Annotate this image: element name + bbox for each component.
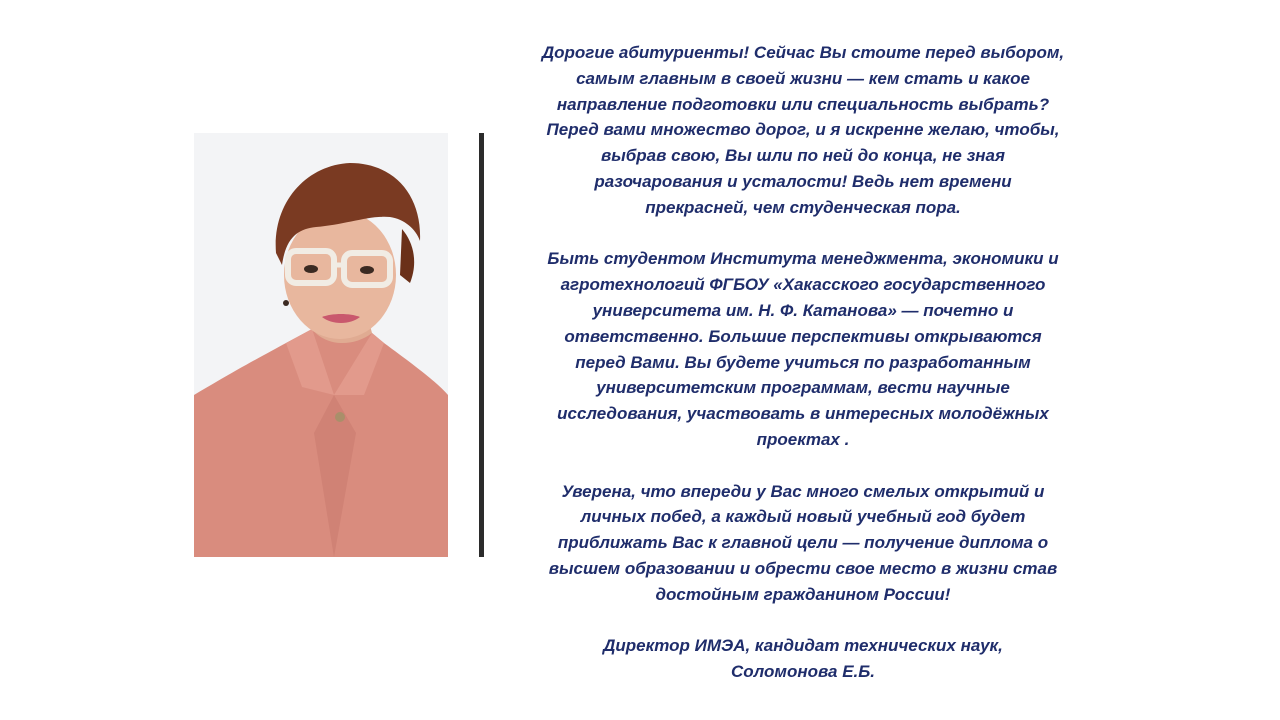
letter-line: Дорогие абитуриенты! Сейчас Вы стоите перед выбором, xyxy=(541,43,1065,62)
letter-line: Быть студентом Института менеджмента, экономики и xyxy=(547,249,1059,269)
brooch xyxy=(335,412,345,422)
letter-line: агротехнологий ФГБОУ «Хакасского государственного xyxy=(560,275,1046,295)
letter-line: самым главным в своей жизни — кем стать и какое xyxy=(576,68,1030,88)
letter-line: университетским программам, вести научные xyxy=(596,378,1010,398)
letter-line: разочарования и усталости! Ведь нет времени xyxy=(594,171,1012,191)
letter-line: университета им. Н. Ф. Катанова» — почетно и xyxy=(592,300,1014,320)
left-eye xyxy=(304,265,318,273)
signature-name: Соломонова Е.Б. xyxy=(730,662,876,682)
letter-paragraph-3 xyxy=(500,479,1106,608)
letter-line: достойным гражданином России! xyxy=(655,584,951,604)
signature xyxy=(500,633,1106,685)
letter-line: Перед вами множество дорог, и я искренне желаю, чтобы, xyxy=(546,120,1060,140)
right-eye xyxy=(360,266,374,274)
earring xyxy=(283,300,289,306)
letter-line: проектах . xyxy=(756,429,850,449)
signature-title: Директор ИМЭА, кандидат технических наук, xyxy=(603,636,1003,656)
letter-line: выбрав свою, Вы шли по ней до конца, не зная xyxy=(600,146,1005,166)
vertical-divider xyxy=(479,133,484,557)
portrait-image xyxy=(194,133,448,557)
director-portrait xyxy=(194,133,448,557)
letter-paragraph-2 xyxy=(500,246,1106,452)
letter-line: ответственно. Большие перспективы открываются xyxy=(564,326,1042,346)
letter-line: приближать Вас к главной цели — получение диплома о xyxy=(557,533,1049,553)
letter-paragraph-1 xyxy=(500,40,1106,221)
letter-line: направление подготовки или специальность выбрать? xyxy=(556,94,1050,114)
letter-line: перед Вами. Вы будете учиться по разработанным xyxy=(575,352,1031,372)
letter-line: Уверена, что впереди у Вас много смелых открытий и xyxy=(561,481,1045,501)
letter-line: высшем образовании и обрести свое место в жизни став xyxy=(548,558,1058,578)
letter-line: прекрасней, чем студенческая пора. xyxy=(645,197,961,217)
letter-line: исследования, участвовать в интересных молодёжных xyxy=(557,404,1049,424)
welcome-letter xyxy=(500,40,1106,685)
letter-line: личных побед, а каждый новый учебный год будет xyxy=(580,507,1026,527)
